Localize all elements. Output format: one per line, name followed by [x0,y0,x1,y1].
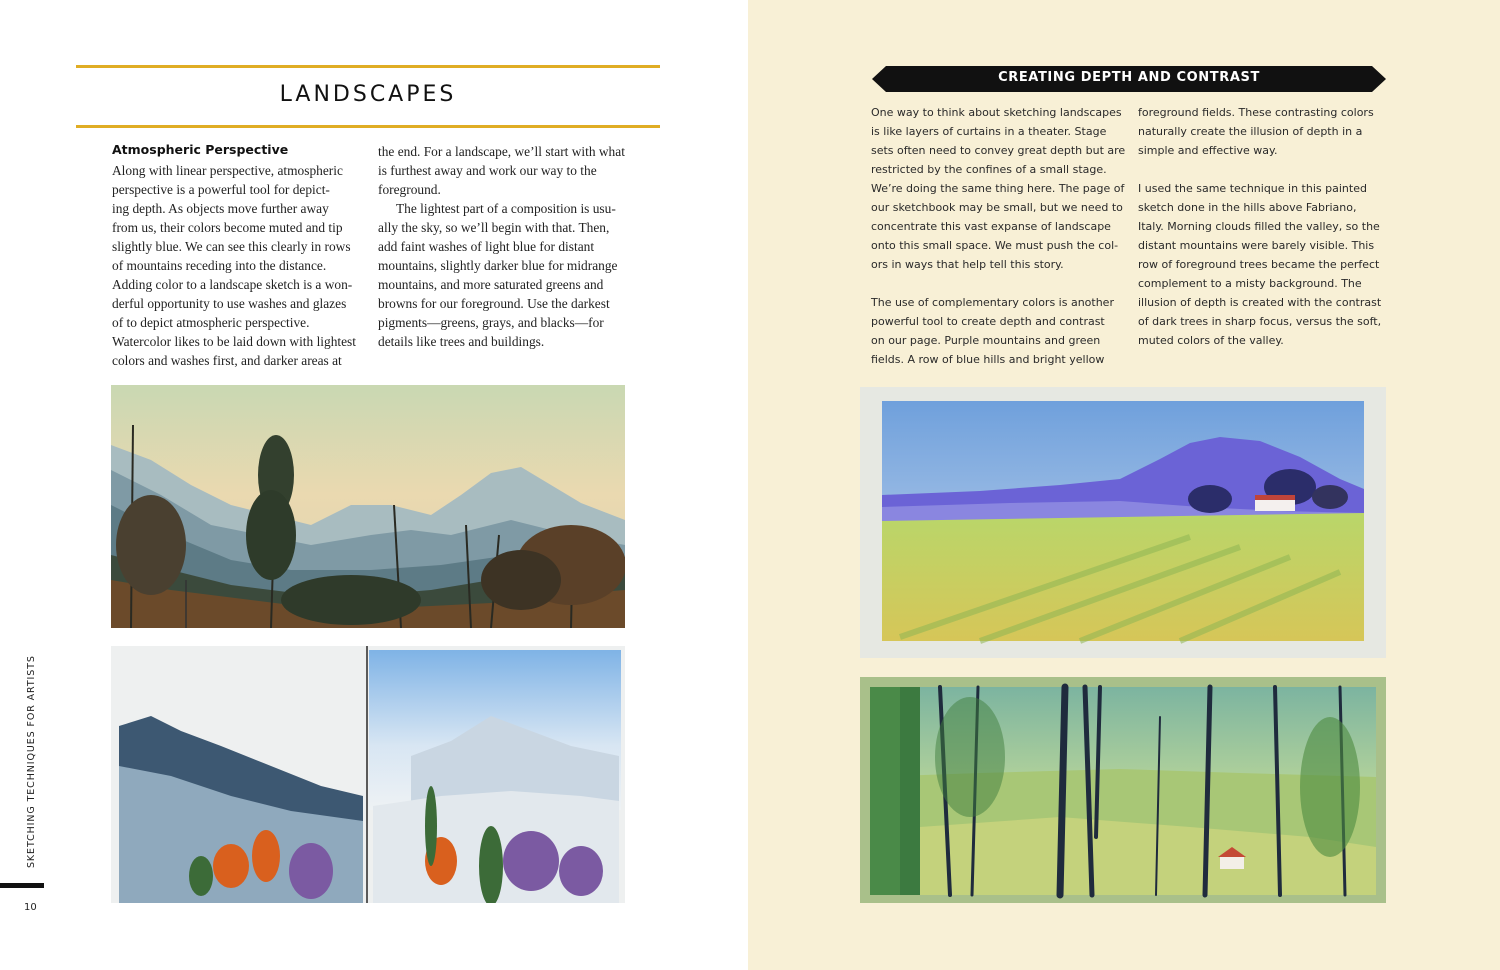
text-line: slightly blue. We can see this clearly in rows [112,239,351,254]
text-line: The lightest part of a composition is usu- [396,201,616,216]
watercolor-sketchbook [111,646,625,903]
text-line: complement to a misty background. The [1138,277,1362,290]
text-line: ors in ways that help tell this story. [871,258,1064,271]
text-line: muted colors of the valley. [1138,334,1284,347]
page-number: 10 [24,902,37,913]
text-line: sets often need to convey great depth but are [871,144,1126,157]
text-line: is furthest away and work our way to the [378,163,597,178]
text-line: row of foreground trees became the perfect [1138,258,1380,271]
mountain-photo [111,385,625,628]
text-line: is like layers of curtains in a theater. Stage [871,125,1107,138]
text-line: from us, their colors become muted and tip [112,220,343,235]
text-line: mountains, and more saturated greens and [378,277,604,292]
text-line: We’re doing the same thing here. The page of [871,182,1125,195]
text-line: the end. For a landscape, we’ll start with what [378,144,625,159]
text-line: Along with linear perspective, atmospheric [112,163,343,178]
text-line: of mountains receding into the distance. [112,258,327,273]
forest-watercolor [860,677,1386,903]
text-line: The use of complementary colors is another [871,296,1114,309]
text-line: pigments—greens, grays, and blacks—for [378,315,604,330]
right-column-2 [1138,103,1390,350]
text-line: browns for our foreground. Use the darkest [378,296,610,311]
text-line: Italy. Morning clouds filled the valley, so the [1138,220,1380,233]
text-line: Adding color to a landscape sketch is a won- [112,277,353,292]
text-line: fields. A row of blue hills and bright yellow [871,353,1105,366]
text-line: illusion of depth is created with the contrast [1138,296,1382,309]
purple-mountain-watercolor [860,387,1386,658]
text-line: derful opportunity to use washes and glazes [112,296,347,311]
text-line: mountains, slightly darker blue for midrange [378,258,618,273]
text-line: simple and effective way. [1138,144,1278,157]
text-line: Watercolor likes to be laid down with lightest [112,334,356,349]
title-rule-top [76,65,660,68]
banner-title: CREATING DEPTH AND CONTRAST [998,70,1260,85]
left-column-1 [112,161,374,370]
text-line: add faint washes of light blue for distant [378,239,595,254]
text-line: ing depth. As objects move further away [112,201,329,216]
text-line: perspective is a powerful tool for depict- [112,182,330,197]
text-line: sketch done in the hills above Fabriano, [1138,201,1357,214]
text-line: of to depict atmospheric perspective. [112,315,310,330]
text-line: details like trees and buildings. [378,334,545,349]
text-line: restricted by the confines of a small stage. [871,163,1107,176]
text-line: I used the same technique in this painted [1138,182,1367,195]
page-title: LANDSCAPES [279,82,457,107]
right-column-1 [871,103,1127,369]
text-line: One way to think about sketching landscapes [871,106,1122,119]
text-line: powerful tool to create depth and contrast [871,315,1105,328]
text-line: ally the sky, so we’ll begin with that. Then, [378,220,610,235]
text-line: of dark trees in sharp focus, versus the soft, [1138,315,1382,328]
text-line: foreground. [378,182,441,197]
left-column-2 [378,142,640,351]
text-line: our sketchbook may be small, but we need to [871,201,1123,214]
text-line: on our page. Purple mountains and green [871,334,1101,347]
text-line: colors and washes first, and darker areas at [112,353,342,368]
folio-bar [0,883,44,888]
title-rule-bottom [76,125,660,128]
text-line: concentrate this vast expanse of landscape [871,220,1111,233]
text-line: foreground fields. These contrasting colors [1138,106,1374,119]
text-line: onto this small space. We must push the col- [871,239,1119,252]
section-subhead: Atmospheric Perspective [112,142,289,157]
running-head: SKETCHING TECHNIQUES FOR ARTISTS [26,655,37,868]
text-line: naturally create the illusion of depth in a [1138,125,1363,138]
text-line: distant mountains were barely visible. This [1138,239,1375,252]
